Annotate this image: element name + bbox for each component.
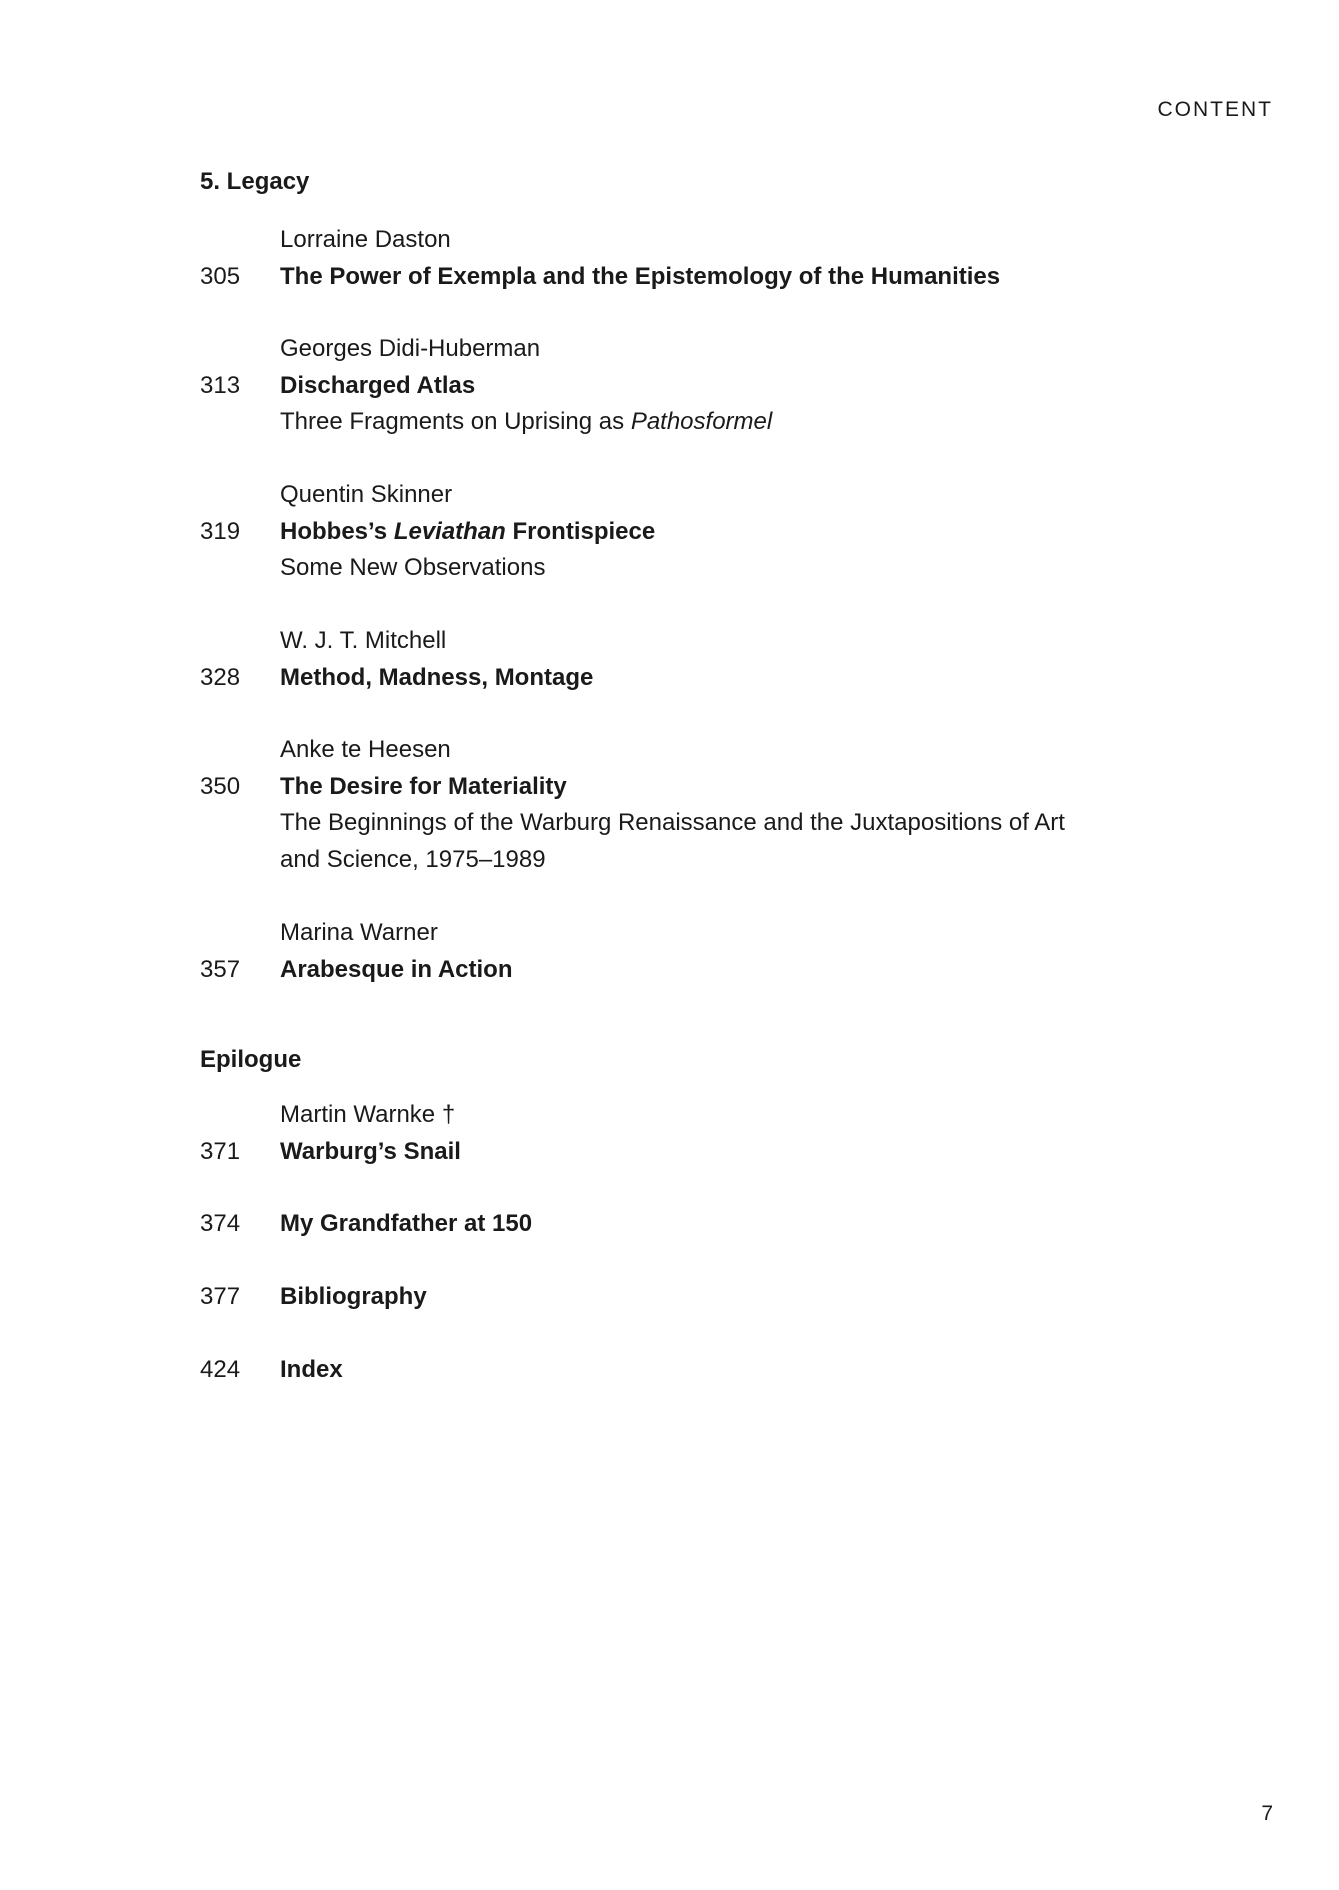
entry-subtitle: Some New Observations	[280, 554, 546, 581]
toc-entry	[200, 1279, 1100, 1316]
toc-entry	[200, 477, 1100, 587]
entry-title: Warburg’s Snail	[280, 1137, 461, 1165]
entry-title: Arabesque in Action	[280, 955, 513, 983]
running-head: CONTENT	[1157, 98, 1273, 121]
entry-title-text: Hobbes’s	[280, 517, 394, 545]
entry-page-number: 319	[200, 517, 241, 545]
entry-title: Discharged Atlas	[280, 371, 476, 399]
entry-subtitle	[280, 404, 772, 441]
entry-title-emphasis: Leviathan	[393, 517, 506, 545]
toc-entry	[200, 1206, 1100, 1243]
section-title-epilogue: Epilogue	[200, 1046, 302, 1073]
toc-entry	[200, 331, 1100, 441]
toc-entry	[200, 915, 1100, 988]
toc-entry	[200, 222, 1100, 295]
entry-page-number: 328	[200, 663, 241, 691]
entry-author: Marina Warner	[280, 919, 438, 946]
section-title-legacy: 5. Legacy	[200, 168, 310, 195]
entry-page-number: 350	[200, 772, 241, 800]
entry-subtitle: The Beginnings of the Warburg Renaissance and the Juxtapositions of Art	[280, 809, 1065, 836]
entry-title-text: Frontispiece	[505, 517, 656, 545]
entry-title: The Power of Exempla and the Epistemology of the Humanities	[280, 262, 1001, 290]
entry-author: Lorraine Daston	[280, 226, 451, 253]
entry-page-number: 357	[200, 955, 241, 983]
entry-author: Martin Warnke †	[280, 1101, 456, 1128]
entry-title: Bibliography	[280, 1283, 427, 1310]
toc-entry	[200, 1352, 1100, 1389]
entry-author: W. J. T. Mitchell	[280, 627, 447, 654]
entry-subtitle: and Science, 1975–1989	[280, 845, 546, 873]
entry-page-number: 424	[200, 1356, 241, 1383]
toc-entry	[200, 623, 1100, 696]
entry-author: Georges Didi-Huberman	[280, 335, 541, 362]
entry-subtitle-emphasis: Pathosformel	[630, 408, 773, 435]
toc-entry	[200, 1097, 1100, 1170]
entry-page-number: 377	[200, 1283, 241, 1310]
entry-author: Quentin Skinner	[280, 481, 453, 508]
page-number: 7	[1261, 1802, 1273, 1825]
entry-subtitle-text: Three Fragments on Uprising as	[280, 408, 631, 435]
entry-page-number: 374	[200, 1210, 241, 1237]
entry-title: Index	[280, 1356, 343, 1383]
entry-title: My Grandfather at 150	[280, 1210, 533, 1237]
entry-title	[280, 514, 655, 551]
entry-page-number: 313	[200, 371, 241, 399]
toc-entry	[200, 732, 1100, 878]
entry-title: The Desire for Materiality	[280, 772, 567, 800]
entry-title: Method, Madness, Montage	[280, 663, 594, 691]
entry-page-number: 371	[200, 1137, 241, 1165]
entry-page-number: 305	[200, 262, 241, 290]
entry-author: Anke te Heesen	[280, 736, 451, 763]
